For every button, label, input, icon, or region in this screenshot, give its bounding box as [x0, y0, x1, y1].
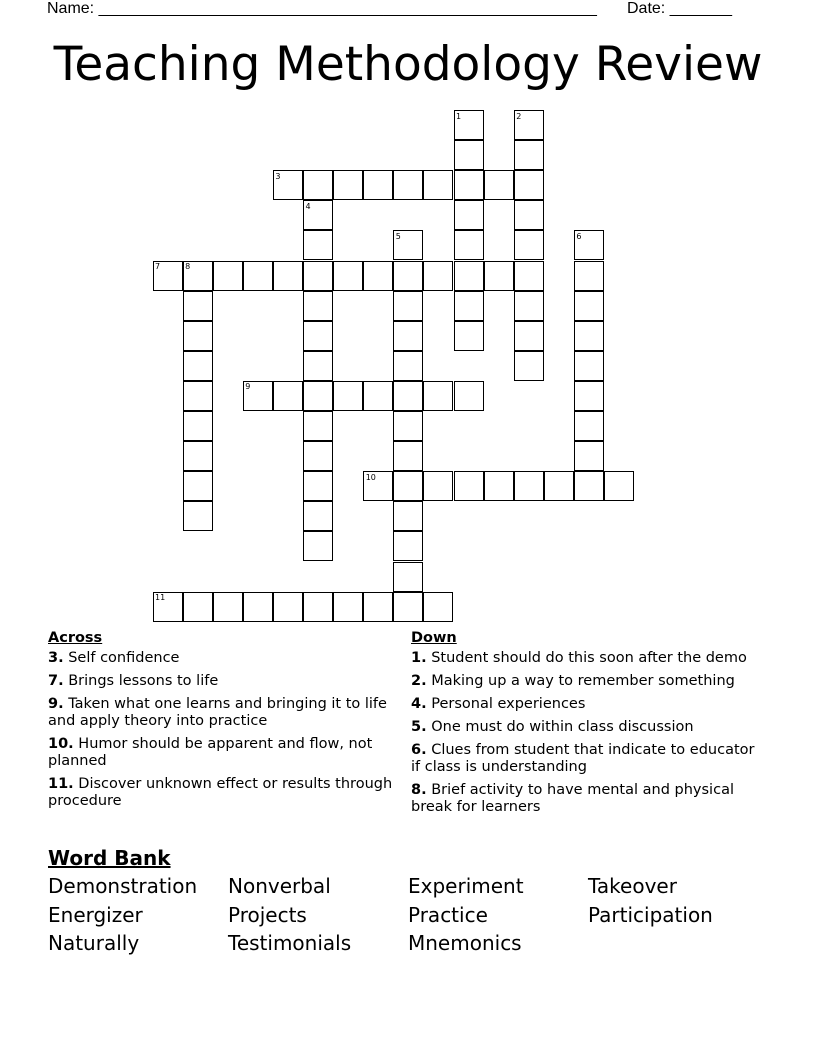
clue-text: Brief activity to have mental and physical break for learners — [411, 782, 734, 815]
grid-cell[interactable] — [183, 411, 213, 441]
clue-text: Self confidence — [63, 650, 180, 666]
clue-number: 7 — [155, 262, 161, 271]
word-bank-item: Practice — [408, 903, 488, 927]
clue-number: 6. — [411, 742, 427, 758]
grid-cell[interactable] — [333, 381, 363, 411]
grid-cell[interactable] — [333, 261, 363, 291]
across-clue — [48, 776, 393, 810]
grid-cell[interactable] — [303, 261, 333, 291]
grid-cell[interactable] — [454, 381, 484, 411]
grid-cell[interactable] — [393, 261, 423, 291]
grid-cell[interactable] — [514, 261, 544, 291]
grid-cell[interactable] — [454, 200, 484, 230]
word-bank-item: Demonstration — [48, 874, 198, 898]
word-bank-item: Takeover — [588, 874, 677, 898]
grid-cell[interactable] — [333, 592, 363, 622]
grid-cell[interactable] — [273, 592, 303, 622]
grid-cell[interactable] — [333, 170, 363, 200]
grid-cell[interactable] — [393, 592, 423, 622]
clue-number: 8. — [411, 782, 427, 798]
grid-cell[interactable] — [574, 381, 604, 411]
grid-cell[interactable] — [454, 140, 484, 170]
clue-number: 1 — [456, 111, 462, 121]
grid-cell[interactable] — [574, 351, 604, 381]
down-clue-list — [411, 650, 761, 816]
grid-cell[interactable] — [303, 321, 333, 351]
word-bank-item: Experiment — [408, 874, 524, 898]
grid-cell[interactable] — [303, 170, 333, 200]
word-bank-item: Testimonials — [228, 931, 352, 955]
grid-cell[interactable] — [423, 261, 453, 291]
grid-cell[interactable] — [303, 441, 333, 471]
grid-cell[interactable] — [514, 200, 544, 230]
grid-cell[interactable] — [574, 261, 604, 291]
grid-cell[interactable] — [514, 140, 544, 170]
clue-number: 6 — [576, 231, 582, 241]
grid-cell[interactable] — [303, 411, 333, 441]
across-clue — [48, 650, 393, 667]
clue-text: Clues from student that indicate to educator if class is understanding — [411, 742, 755, 775]
grid-cell[interactable] — [183, 291, 213, 321]
across-clue — [48, 736, 393, 770]
clue-number: 11 — [155, 593, 166, 603]
grid-cell[interactable] — [454, 471, 484, 501]
grid-cell[interactable] — [574, 321, 604, 351]
grid-cell[interactable] — [514, 230, 544, 260]
grid-cell[interactable] — [183, 501, 213, 531]
grid-cell[interactable] — [514, 471, 544, 501]
grid-cell[interactable] — [273, 261, 303, 291]
grid-cell[interactable] — [303, 471, 333, 501]
grid-cell[interactable] — [183, 592, 213, 622]
down-clue — [411, 673, 761, 690]
name-field-label: Name: ________________________________________________________ — [47, 0, 597, 17]
grid-cell[interactable] — [574, 291, 604, 321]
down-clue — [411, 650, 761, 667]
grid-cell[interactable] — [423, 170, 453, 200]
clue-number: 2 — [516, 111, 522, 121]
grid-cell[interactable] — [604, 471, 634, 501]
grid-cell[interactable] — [303, 592, 333, 622]
grid-cell[interactable] — [393, 501, 423, 531]
grid-cell[interactable] — [363, 381, 393, 411]
across-heading: Across — [48, 630, 103, 646]
grid-cell[interactable] — [393, 562, 423, 592]
grid-cell[interactable] — [514, 351, 544, 381]
clue-number: 9 — [245, 382, 251, 392]
grid-cell[interactable] — [423, 592, 453, 622]
clue-text: One must do within class discussion — [426, 719, 694, 735]
clue-number: 8 — [185, 262, 191, 271]
grid-cell[interactable] — [303, 351, 333, 381]
grid-cell[interactable] — [454, 321, 484, 351]
grid-cell[interactable] — [574, 411, 604, 441]
grid-cell[interactable] — [574, 471, 604, 501]
across-clue — [48, 673, 393, 690]
word-bank-item: Mnemonics — [408, 931, 522, 955]
grid-cell[interactable] — [393, 351, 423, 381]
clue-text: Making up a way to remember something — [426, 673, 735, 689]
clue-number: 9. — [48, 696, 64, 712]
across-clue-list — [48, 650, 393, 810]
grid-cell[interactable] — [393, 471, 423, 501]
word-bank-item: Nonverbal — [228, 874, 331, 898]
clue-number: 11. — [48, 776, 74, 792]
grid-cell[interactable] — [454, 291, 484, 321]
grid-cell[interactable] — [213, 261, 243, 291]
grid-cell[interactable] — [484, 261, 514, 291]
clue-text: Humor should be apparent and flow, not planned — [48, 736, 373, 769]
clue-number: 10. — [48, 736, 74, 752]
down-clue — [411, 782, 761, 816]
grid-cell[interactable] — [514, 170, 544, 200]
grid-cell[interactable] — [484, 471, 514, 501]
clue-text: Brings lessons to life — [63, 673, 219, 689]
clue-number: 3. — [48, 650, 64, 666]
grid-cell[interactable] — [273, 381, 303, 411]
clue-number: 7. — [48, 673, 64, 689]
grid-cell[interactable] — [393, 381, 423, 411]
grid-cell[interactable] — [393, 531, 423, 561]
grid-cell[interactable] — [393, 291, 423, 321]
grid-cell[interactable] — [574, 441, 604, 471]
grid-cell[interactable] — [303, 381, 333, 411]
grid-cell[interactable] — [363, 170, 393, 200]
down-clue — [411, 742, 761, 776]
clue-number: 1. — [411, 650, 427, 666]
grid-cell[interactable] — [514, 291, 544, 321]
grid-cell[interactable] — [243, 592, 273, 622]
clue-number: 5. — [411, 719, 427, 735]
word-bank-title: Word Bank — [48, 846, 171, 870]
grid-cell[interactable] — [213, 592, 243, 622]
grid-cell[interactable] — [303, 501, 333, 531]
down-clues — [411, 630, 761, 822]
clue-text: Taken what one learns and bringing it to life and apply theory into practice — [48, 696, 387, 729]
word-bank-item: Naturally — [48, 931, 140, 955]
grid-cell[interactable] — [363, 261, 393, 291]
grid-cell[interactable] — [183, 351, 213, 381]
date-field-label: Date: _______ — [627, 0, 732, 17]
across-clues — [48, 630, 393, 816]
word-bank-item: Projects — [228, 903, 307, 927]
word-bank-item: Energizer — [48, 903, 143, 927]
grid-cell[interactable] — [303, 230, 333, 260]
grid-cell[interactable] — [484, 170, 514, 200]
grid-cell[interactable] — [454, 230, 484, 260]
down-clue — [411, 696, 761, 713]
clue-number: 5 — [395, 231, 401, 241]
clue-number: 10 — [365, 472, 376, 482]
grid-cell[interactable] — [303, 291, 333, 321]
clue-text: Student should do this soon after the demo — [426, 650, 747, 666]
clue-number: 4 — [305, 201, 311, 211]
clue-text: Personal experiences — [426, 696, 586, 712]
clue-text: Discover unknown effect or results through procedure — [48, 776, 393, 809]
grid-cell[interactable] — [183, 471, 213, 501]
grid-cell[interactable] — [393, 170, 423, 200]
grid-cell[interactable] — [454, 170, 484, 200]
grid-cell[interactable] — [243, 261, 273, 291]
grid-cell[interactable] — [454, 261, 484, 291]
clue-number: 4. — [411, 696, 427, 712]
grid-cell[interactable] — [393, 441, 423, 471]
page-title: Teaching Methodology Review — [53, 37, 763, 92]
word-bank-item: Participation — [588, 903, 713, 927]
grid-cell[interactable] — [393, 321, 423, 351]
down-clue — [411, 719, 761, 736]
grid-cell[interactable] — [544, 471, 574, 501]
grid-cell[interactable] — [423, 381, 453, 411]
grid-cell[interactable] — [183, 321, 213, 351]
clue-number: 2. — [411, 673, 427, 689]
grid-cell[interactable] — [303, 531, 333, 561]
grid-cell[interactable] — [514, 321, 544, 351]
across-clue — [48, 696, 393, 730]
grid-cell[interactable] — [183, 441, 213, 471]
grid-cell[interactable] — [423, 471, 453, 501]
grid-cell[interactable] — [183, 381, 213, 411]
down-heading: Down — [411, 630, 457, 646]
grid-cell[interactable] — [363, 592, 393, 622]
grid-cell[interactable] — [393, 411, 423, 441]
clue-number: 3 — [275, 171, 281, 181]
